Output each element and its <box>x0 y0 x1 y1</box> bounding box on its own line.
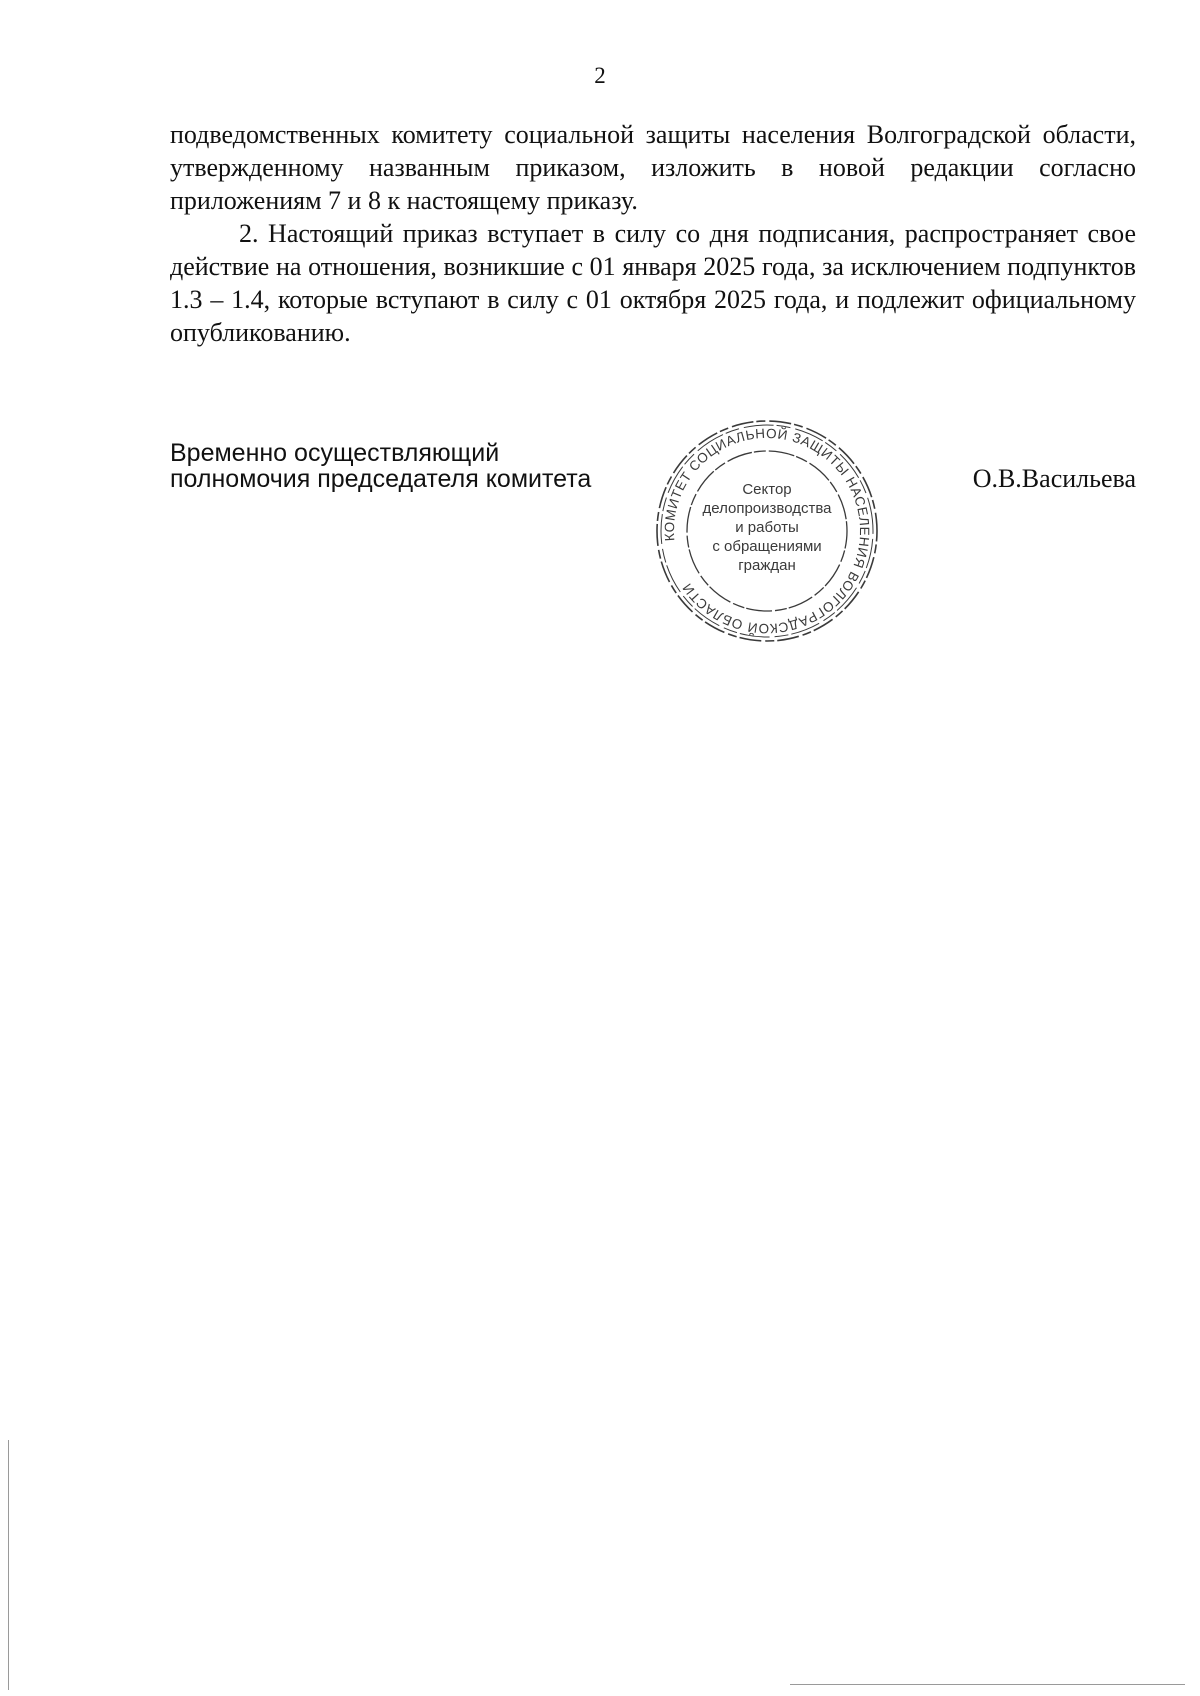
page-number: 2 <box>594 63 606 88</box>
paragraph-continuation: подведомственных комитету социальной защиты населения Волгоградской области, утвержденному названным приказом, изложить в новой редакции согласно приложениям 7 и 8 к настоящему приказу. <box>170 120 1136 215</box>
official-stamp <box>652 416 882 646</box>
signer-position-line-1: Временно осуществляющий <box>170 439 500 467</box>
signer-position-line-2: полномочия председателя комитета <box>170 465 592 493</box>
stamp-inner-line-5: граждан <box>738 557 796 574</box>
stamp-inner-line-1: Сектор <box>742 481 792 498</box>
paragraph-item-2: 2. Настоящий приказ вступает в силу со дня подписания, распространяет свое действие на отношения, возникшие с 01 января 2025 года, за исключением подпунктов 1.3 – 1.4, которые вступают в силу с 01 октября 2025 года, и подлежит официальному опубликованию. <box>170 219 1136 347</box>
stamp-inner-line-4: с обращениями <box>712 538 822 555</box>
stamp-outer-text: КОМИТЕТ СОЦИАЛЬНОЙ ЗАЩИТЫ НАСЕЛЕНИЯ ВОЛГОГРАДСКОЙ ОБЛАСТИ <box>661 425 873 637</box>
scan-edge-bottom <box>790 1684 1185 1685</box>
scan-edge-left <box>8 1440 9 1690</box>
stamp-seal-icon <box>652 416 882 646</box>
signer-position <box>170 440 591 492</box>
stamp-inner-line-2: делопроизводства <box>702 500 832 517</box>
stamp-inner-line-3: и работы <box>735 519 799 536</box>
signer-name: О.В.Васильева <box>972 464 1136 493</box>
signature-block <box>170 425 1136 660</box>
document-body <box>170 118 1136 349</box>
